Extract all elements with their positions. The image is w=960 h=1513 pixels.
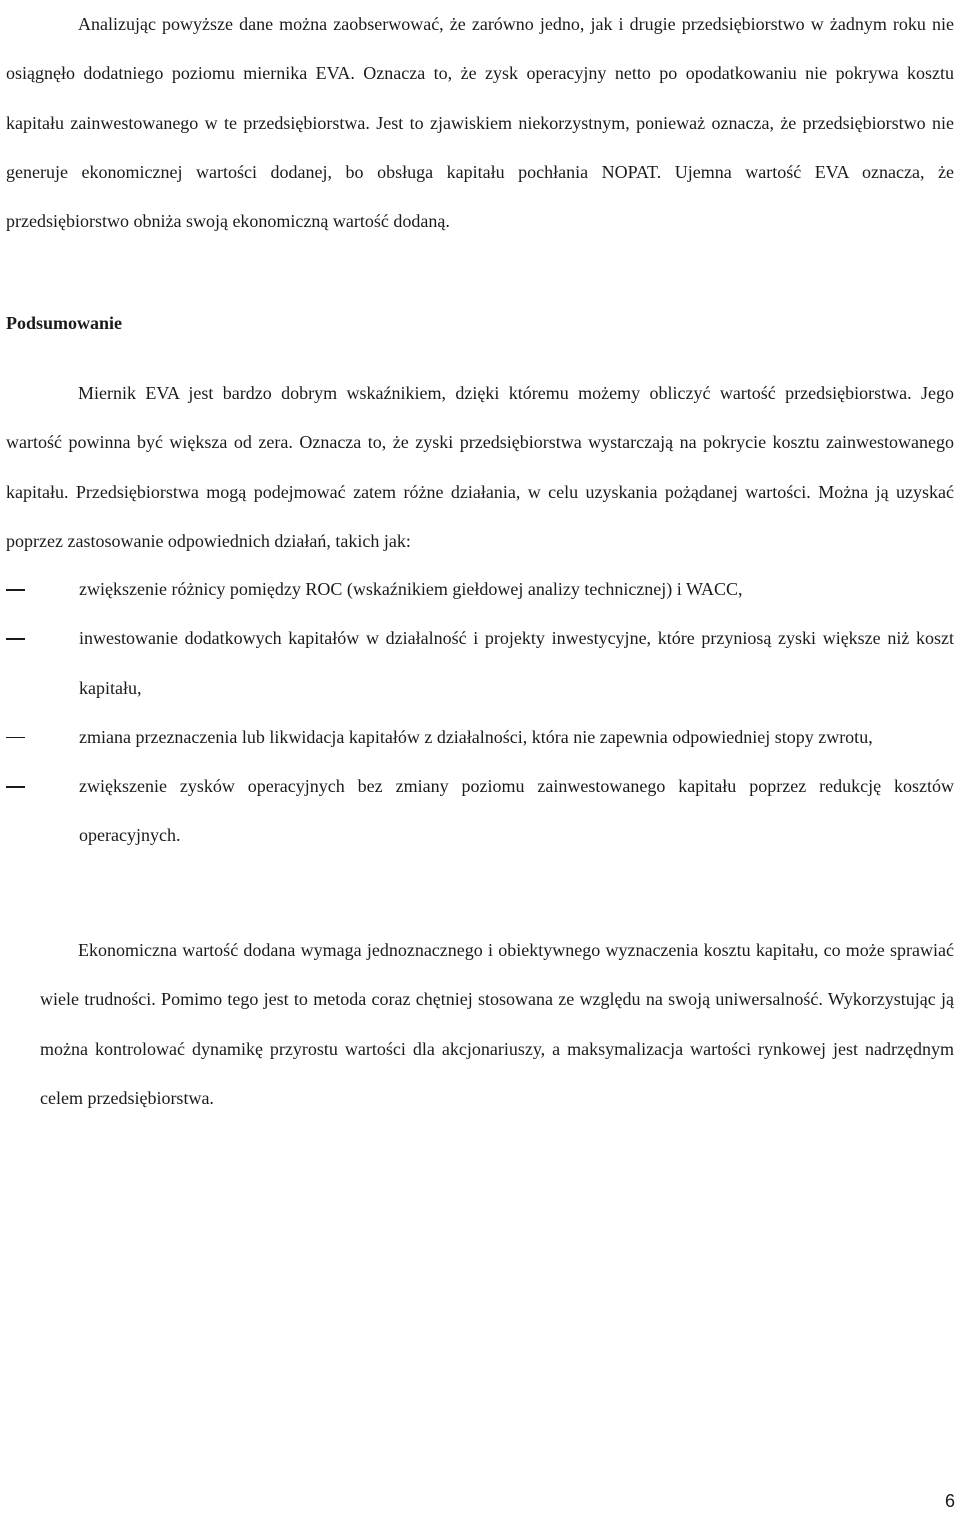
page-number: 6 [944, 1491, 955, 1511]
list-item-text: zwiększenie różnicy pomiędzy ROC (wskaźnikiem giełdowej analizy technicznej) i WACC, [79, 579, 743, 599]
summary-paragraph: Miernik EVA jest bardzo dobrym wskaźnikiem, dzięki któremu możemy obliczyć wartość przedsiębiorstwa. Jego wartość powinna być większa od zera. Oznacza to, że zyski przedsiębiorstwa wystarczają na pokrycie kosztu zainwestowanego kapitału. Przedsiębiorstwa mogą podejmować zatem różne działania, w celu uzyskania pożądanej wartości. Można ją uzyskać poprzez zastosowanie odpowiednich działań, takich jak: [6, 383, 954, 551]
list-item [6, 614, 954, 713]
list-item-text: zwiększenie zysków operacyjnych bez zmiany poziomu zainwestowanego kapitału poprzez redukcję kosztów operacyjnych. [79, 776, 954, 846]
list-item [6, 713, 954, 762]
action-list [6, 565, 954, 861]
closing-paragraph: Ekonomiczna wartość dodana wymaga jednoznacznego i obiektywnego wyznaczenia kosztu kapitału, co może sprawiać wiele trudności. Pomimo tego jest to metoda coraz chętniej stosowana ze względu na swoją uniwersalność. Wykorzystując ją można kontrolować dynamikę przyrostu wartości dla akcjonariuszy, a maksymalizacja wartości rynkowej jest nadrzędnym celem przedsiębiorstwa. [40, 940, 954, 1108]
intro-paragraph: Analizując powyższe dane można zaobserwować, że zarówno jedno, jak i drugie przedsiębiorstwo w żadnym roku nie osiągnęło dodatniego poziomu miernika EVA. Oznacza to, że zysk operacyjny netto po opodatkowaniu nie pokrywa kosztu kapitału zainwestowanego w te przedsiębiorstwa. Jest to zjawiskiem niekorzystnym, ponieważ oznacza, że przedsiębiorstwo nie generuje ekonomicznej wartości dodanej, bo obsługa kapitału pochłania NOPAT. Ujemna wartość EVA oznacza, że przedsiębiorstwo obniża swoją ekonomiczną wartość dodaną. [6, 14, 954, 232]
list-item [6, 762, 954, 861]
list-item [6, 565, 954, 614]
list-item-text: zmiana przeznaczenia lub likwidacja kapitałów z działalności, która nie zapewnia odpowiedniej stopy zwrotu, [79, 726, 873, 747]
list-item-text: inwestowanie dodatkowych kapitałów w działalność i projekty inwestycyjne, które przyniosą zyski większe niż koszt kapitału, [79, 628, 954, 698]
section-heading: Podsumowanie [6, 313, 123, 333]
